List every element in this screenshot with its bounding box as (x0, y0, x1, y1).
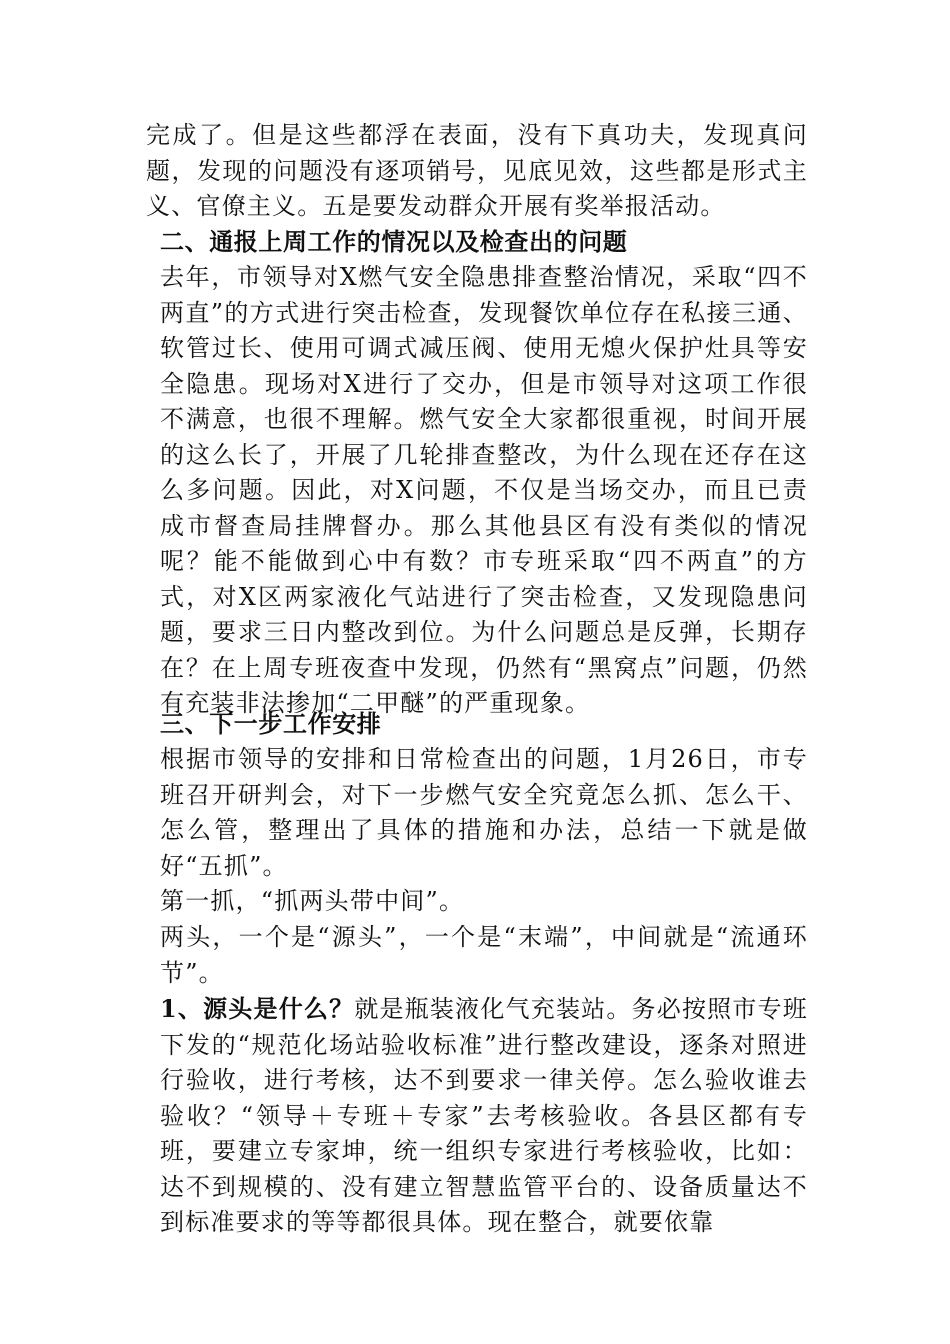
paragraph-source (146, 991, 808, 1241)
section-heading-3: 三、下一步工作安排 (160, 709, 382, 738)
source-body: 就是瓶装液化气充装站。务必按照市专班下发的“规范化场站验收标准”进行整改建设，逐条对照进行验收，进行考核，达不到要求一律关停。怎么验收谁去验收？“领导＋专班＋专家”去考核验收。各县区都有专班，要建立专家坤，统一组织专家进行考核验收，比如：达不到规模的、没有建立智慧监管平台的、设备质量达不到标准要求的等等都很具体。现在整合，就要依靠 (160, 995, 808, 1236)
source-lead: 1、源头是什么？ (160, 994, 355, 1023)
section-heading-2: 二、通报上周工作的情况以及检查出的问题 (160, 227, 628, 256)
paragraph-intro: 完成了。但是这些都浮在表面，没有下真功夫，发现真问题，发现的问题没有逐项销号，见底见效，这些都是形式主义、官僚主义。五是要发动群众开展有奖举报活动。 (146, 121, 808, 220)
paragraph-first-grab: 第一抓，“抓两头带中间”。 (160, 887, 465, 915)
paragraph-section-3: 根据市领导的安排和日常检查出的问题，1月26日，市专班召开研判会，对下一步燃气安全究竟怎么抓、怎么干、怎么管，整理出了具体的措施和办法，总结一下就是做好“五抓”。 (160, 745, 808, 880)
paragraph-section-2: 去年，市领导对X燃气安全隐患排查整治情况，采取“四不两直”的方式进行突击检查，发现餐饮单位存在私接三通、软管过长、使用可调式减压阀、使用无熄火保护灶具等安全隐患。现场对X进行了交办，但是市领导对这项工作很不满意，也很不理解。燃气安全大家都很重视，时间开展的这么长了，开展了几轮排查整改，为什么现在还存在这么多问题。因此，对X问题，不仅是当场交办，而且已责成市督查局挂牌督办。那么其他县区有没有类似的情况呢？能不能做到心中有数？市专班采取“四不两直”的方式，对X区两家液化气站进行了突击检查，又发现隐患问题，要求三日内整改到位。为什么问题总是反弹，长期存在？在上周专班夜查中发现，仍然有“黑窝点”问题，仍然有充装非法掺加“二甲醚”的严重现象。 (160, 263, 808, 717)
paragraph-two-ends: 两头，一个是“源头”，一个是“末端”，中间就是“流通环节”。 (160, 923, 808, 987)
